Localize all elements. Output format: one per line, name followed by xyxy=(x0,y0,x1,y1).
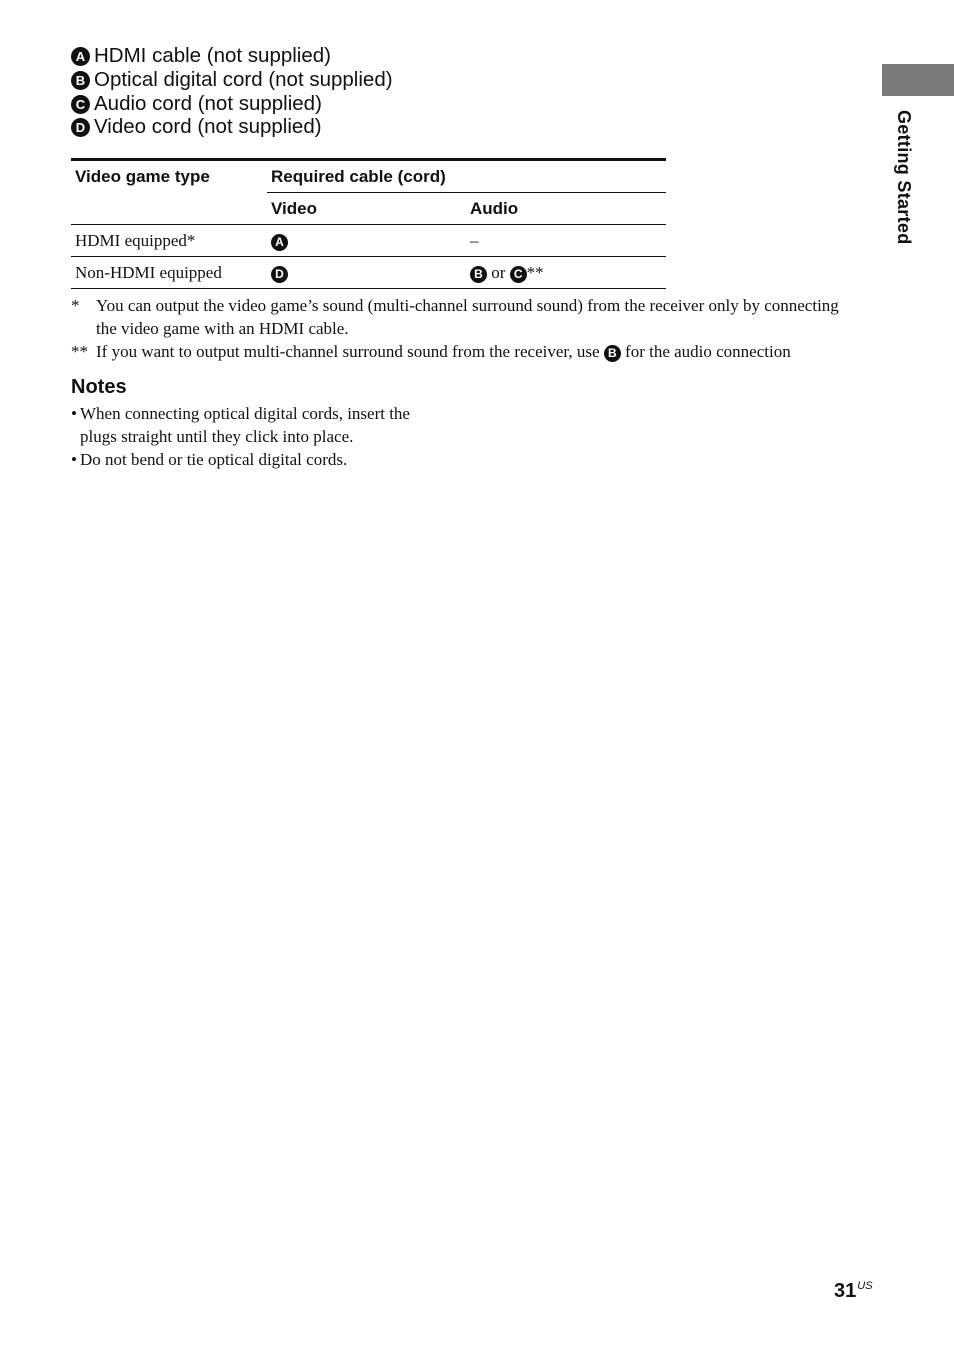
note-item xyxy=(71,448,451,471)
note-text: Do not bend or tie optical digital cords. xyxy=(80,450,348,469)
badge-b-icon: B xyxy=(71,71,90,90)
page-number-suffix: US xyxy=(857,1280,873,1292)
badge-d-icon: D xyxy=(271,266,288,283)
row-audio: – xyxy=(466,225,666,257)
section-tab-bar xyxy=(882,64,954,96)
notes-list xyxy=(71,402,451,471)
header-required-cable: Required cable (cord) xyxy=(267,160,666,193)
badge-a-icon: A xyxy=(271,234,288,251)
page-number-value: 31 xyxy=(834,1280,857,1302)
table-header-row xyxy=(71,160,666,193)
badge-a-icon: A xyxy=(71,47,90,66)
section-tab-label: Getting Started xyxy=(894,110,914,245)
footnote-double xyxy=(71,340,871,363)
footnote-single xyxy=(71,294,861,340)
footnote-text xyxy=(96,340,871,363)
header-video: Video xyxy=(267,193,466,225)
cable-item-d xyxy=(71,115,393,139)
table-subheader-row xyxy=(71,193,666,225)
note-text: When connecting optical digital cords, insert the plugs straight until they click into place. xyxy=(80,404,410,446)
badge-c-icon: C xyxy=(510,266,527,283)
page-number xyxy=(834,1280,873,1303)
footnote-text: You can output the video game’s sound (multi-channel surround sound) from the receiver only by connecting the video game with an HDMI cable. xyxy=(96,296,839,338)
cable-item-text: Audio cord (not supplied) xyxy=(94,91,322,115)
audio-or-text: or xyxy=(491,262,506,282)
cable-list xyxy=(71,44,393,139)
row-type: Non-HDMI equipped xyxy=(71,257,267,289)
table-row xyxy=(71,225,666,257)
bullet-icon: • xyxy=(71,404,77,423)
footnote-mark: ** xyxy=(71,342,88,361)
footnote-text-before: If you want to output multi-channel surround sound from the receiver, use xyxy=(96,342,600,361)
badge-c-icon: C xyxy=(71,95,90,114)
cable-item-a xyxy=(71,44,393,68)
badge-b-icon: B xyxy=(604,345,621,362)
header-audio: Audio xyxy=(466,193,666,225)
cable-item-b xyxy=(71,68,393,92)
footnote-text-after: for the audio connection xyxy=(625,342,791,361)
badge-b-icon: B xyxy=(470,266,487,283)
bullet-icon: • xyxy=(71,450,77,469)
cable-item-text: Optical digital cord (not supplied) xyxy=(94,67,393,91)
cable-item-c xyxy=(71,92,393,116)
row-video xyxy=(267,225,466,257)
row-audio xyxy=(466,257,666,289)
cable-requirements-table xyxy=(71,158,666,289)
audio-suffix: ** xyxy=(526,262,544,282)
footnote-mark: * xyxy=(71,296,80,315)
badge-d-icon: D xyxy=(71,118,90,137)
row-video xyxy=(267,257,466,289)
notes-heading: Notes xyxy=(71,376,127,398)
note-item xyxy=(71,402,451,448)
cable-item-text: HDMI cable (not supplied) xyxy=(94,44,331,67)
cable-item-text: Video cord (not supplied) xyxy=(94,115,322,139)
header-empty-cell xyxy=(71,193,267,225)
header-video-game-type: Video game type xyxy=(75,166,210,186)
row-type: HDMI equipped* xyxy=(71,225,267,257)
table-row xyxy=(71,257,666,289)
